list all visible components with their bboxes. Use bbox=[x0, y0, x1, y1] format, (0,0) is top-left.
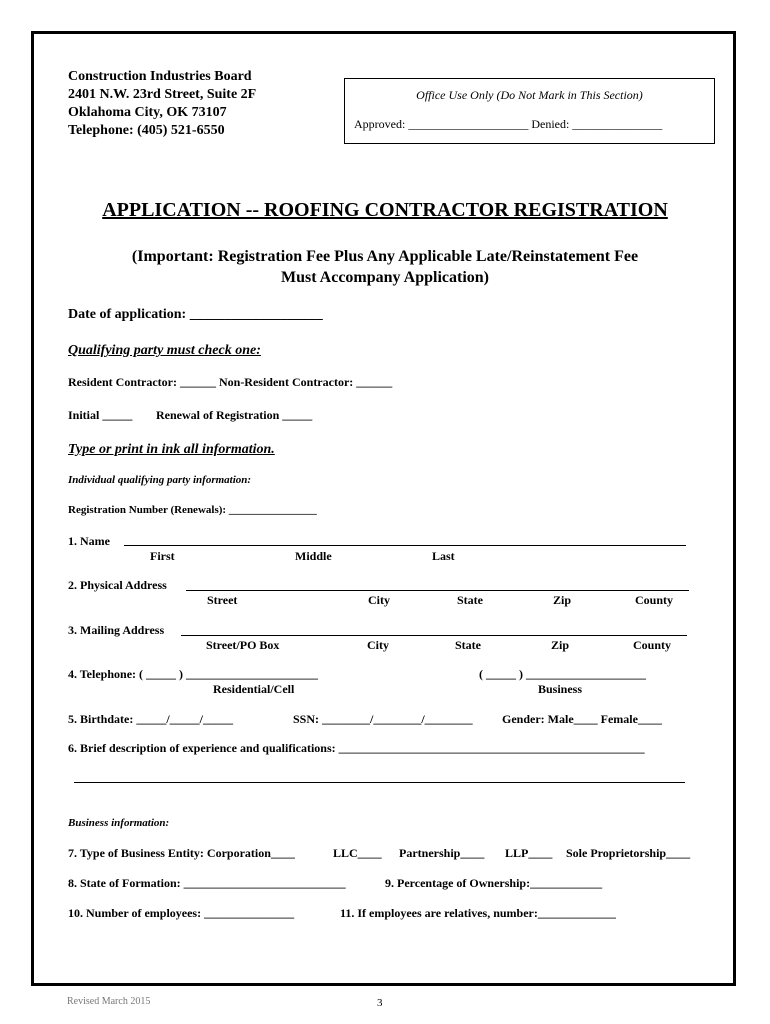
percentage-ownership-field[interactable]: 9. Percentage of Ownership:____________ bbox=[385, 876, 603, 890]
physical-county-caption: County bbox=[635, 593, 674, 607]
physical-address-line[interactable] bbox=[186, 590, 689, 591]
name-label: 1. Name bbox=[68, 534, 110, 548]
contractor-type-field[interactable]: Resident Contractor: ______ Non-Resident Contractor: ______ bbox=[68, 375, 393, 389]
business-telephone-field[interactable]: ( _____ ) ____________________ bbox=[479, 667, 646, 681]
telephone-field[interactable]: 4. Telephone: ( _____ ) ______________________ bbox=[68, 667, 319, 681]
entity-corporation-field[interactable]: 7. Type of Business Entity: Corporation____ bbox=[68, 846, 295, 860]
mailing-county-caption: County bbox=[633, 638, 672, 652]
ssn-field[interactable]: SSN: ________/________/________ bbox=[293, 712, 473, 726]
entity-llc-field[interactable]: LLC____ bbox=[333, 846, 382, 860]
date-of-application-field[interactable]: Date of application: ___________________ bbox=[68, 307, 323, 322]
telephone-business-caption: Business bbox=[538, 682, 583, 696]
birthdate-field[interactable]: 5. Birthdate: _____/_____/_____ bbox=[68, 712, 233, 726]
mailing-state-caption: State bbox=[455, 638, 481, 652]
org-name: Construction Industries Board bbox=[68, 69, 252, 84]
entity-partnership-field[interactable]: Partnership____ bbox=[399, 846, 485, 860]
org-street: 2401 N.W. 23rd Street, Suite 2F bbox=[68, 87, 257, 102]
entity-sole-proprietorship-field[interactable]: Sole Proprietorship____ bbox=[566, 846, 691, 860]
individual-heading: Individual qualifying party information: bbox=[68, 474, 252, 486]
entity-llp-field[interactable]: LLP____ bbox=[505, 846, 553, 860]
name-middle-caption: Middle bbox=[295, 549, 332, 563]
state-of-formation-field[interactable]: 8. State of Formation: ___________________________ bbox=[68, 876, 346, 890]
page-number: 3 bbox=[377, 997, 383, 1009]
revision-date: Revised March 2015 bbox=[67, 996, 151, 1007]
mailing-address-label: 3. Mailing Address bbox=[68, 623, 165, 637]
physical-address-label: 2. Physical Address bbox=[68, 578, 167, 592]
form-title: APPLICATION -- ROOFING CONTRACTOR REGISTRATION bbox=[102, 199, 668, 221]
office-use-title: Office Use Only (Do Not Mark in This Section) bbox=[416, 88, 643, 102]
physical-street-caption: Street bbox=[207, 593, 238, 607]
name-line[interactable] bbox=[124, 545, 686, 546]
experience-field[interactable]: 6. Brief description of experience and qualifications: ___________________________________________________ bbox=[68, 741, 645, 755]
type-print-heading: Type or print in ink all information. bbox=[68, 442, 275, 457]
gender-field[interactable]: Gender: Male____ Female____ bbox=[502, 712, 662, 726]
physical-city-caption: City bbox=[368, 593, 390, 607]
physical-state-caption: State bbox=[457, 593, 483, 607]
qualifying-heading: Qualifying party must check one: bbox=[68, 343, 261, 358]
office-use-status: Approved: ____________________ Denied: _______________ bbox=[354, 117, 663, 131]
mailing-address-line[interactable] bbox=[181, 635, 687, 636]
renewal-field[interactable]: Renewal of Registration _____ bbox=[156, 408, 313, 422]
org-city: Oklahoma City, OK 73107 bbox=[68, 105, 227, 120]
employee-relatives-field[interactable]: 11. If employees are relatives, number:_____________ bbox=[340, 906, 616, 920]
business-heading: Business information: bbox=[68, 817, 170, 829]
initial-field[interactable]: Initial _____ bbox=[68, 408, 133, 422]
mailing-street-caption: Street/PO Box bbox=[206, 638, 280, 652]
physical-zip-caption: Zip bbox=[553, 593, 572, 607]
name-last-caption: Last bbox=[432, 549, 455, 563]
important-note-line2: Must Accompany Application) bbox=[280, 269, 489, 286]
number-employees-field[interactable]: 10. Number of employees: _______________ bbox=[68, 906, 295, 920]
org-telephone: Telephone: (405) 521-6550 bbox=[68, 123, 225, 138]
mailing-city-caption: City bbox=[367, 638, 389, 652]
experience-line-2[interactable] bbox=[74, 782, 685, 783]
registration-number-field[interactable]: Registration Number (Renewals): ________________ bbox=[68, 504, 317, 516]
office-use-box bbox=[344, 78, 715, 144]
name-first-caption: First bbox=[150, 549, 175, 563]
telephone-residential-caption: Residential/Cell bbox=[213, 682, 295, 696]
important-note-line1: (Important: Registration Fee Plus Any Applicable Late/Reinstatement Fee bbox=[131, 248, 639, 265]
mailing-zip-caption: Zip bbox=[551, 638, 570, 652]
